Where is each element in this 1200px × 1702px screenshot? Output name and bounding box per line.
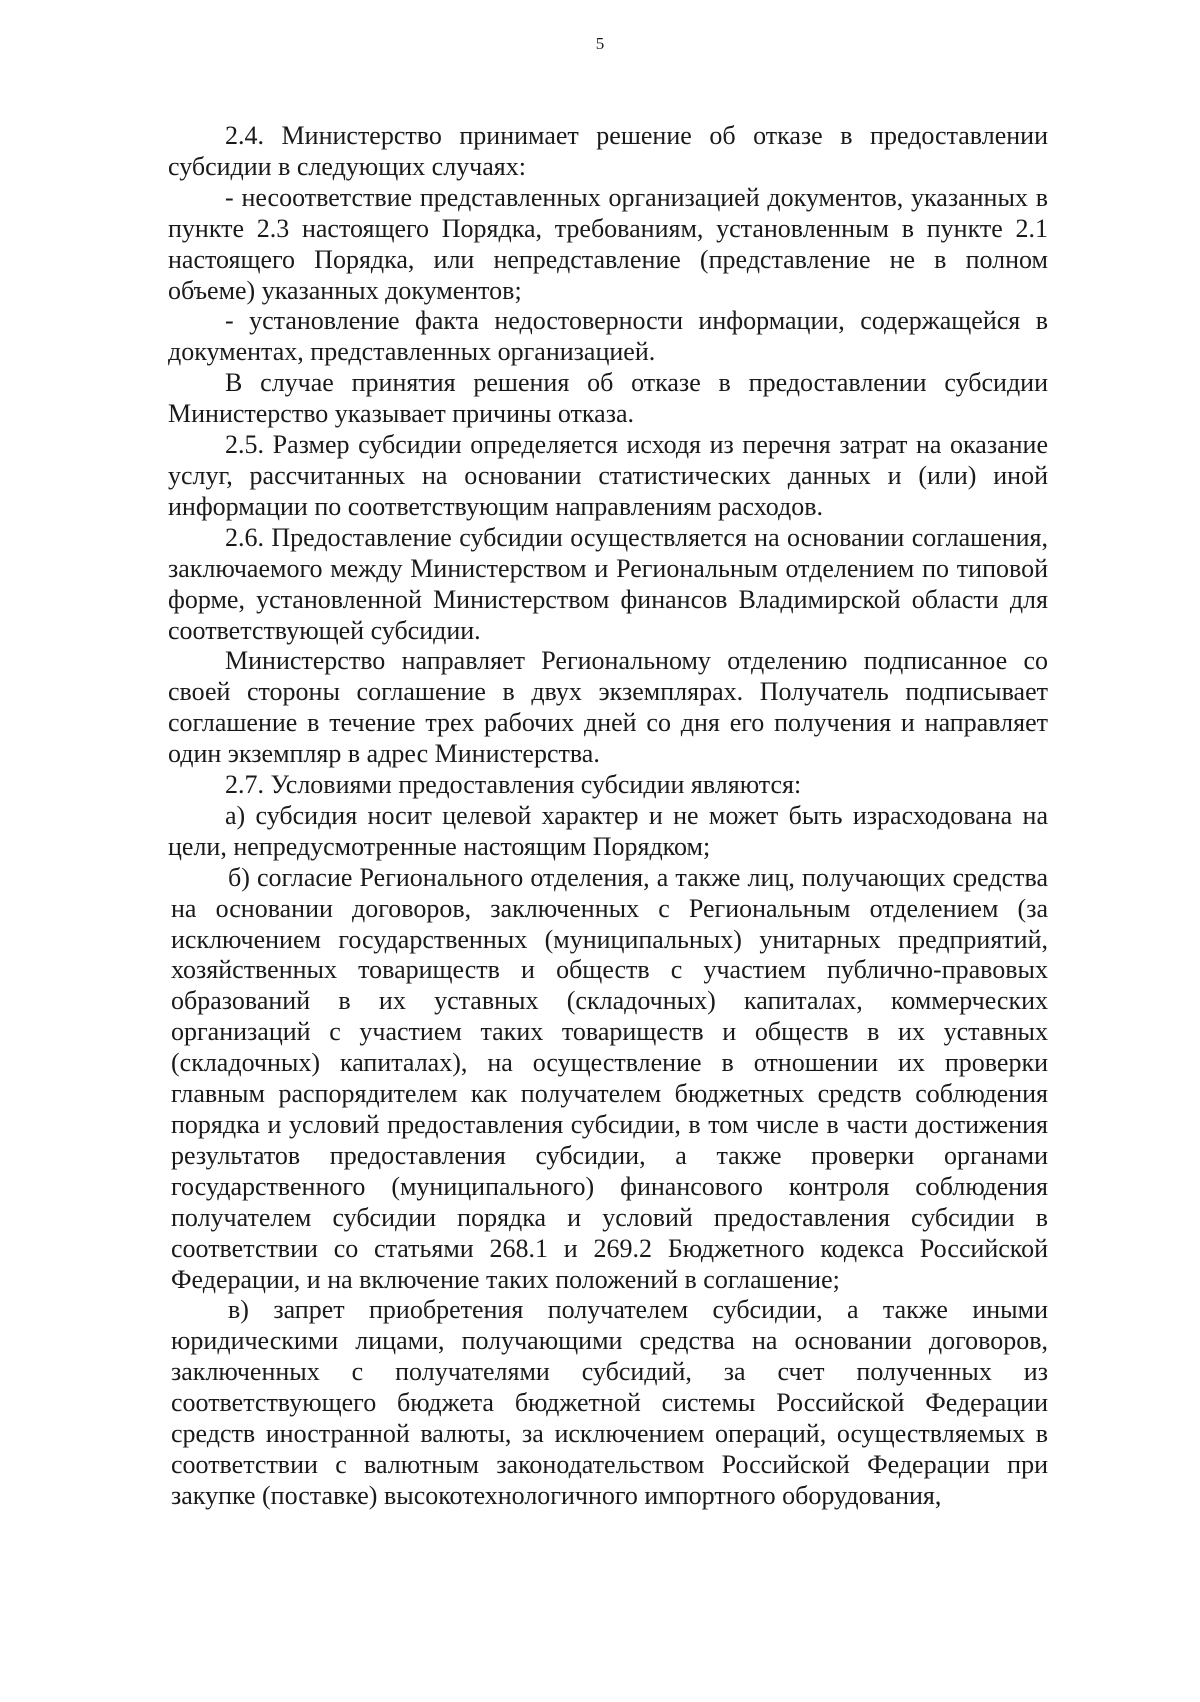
paragraph-nonconformity: - несоответствие представленных организацией документов, указанных в пункте 2.3 настоящего Порядка, требованиям, установленным в пункте 2.1 настоящего Порядка, или непредставление (представление не в полном объеме) указанных документов; bbox=[168, 182, 1048, 305]
paragraph-2-6: 2.6. Предоставление субсидии осуществляется на основании соглашения, заключаемого между Министерством и Региональным отделением по типовой форме, установленной Министерством финансов Владимирской области для соответствующей субсидии. bbox=[168, 522, 1048, 645]
paragraph-item-a: а) субсидия носит целевой характер и не может быть израсходована на цели, непредусмотренные настоящим Порядком; bbox=[168, 800, 1048, 861]
paragraph-2-7: 2.7. Условиями предоставления субсидии являются: bbox=[225, 770, 802, 800]
paragraph-2-5: 2.5. Размер субсидии определяется исходя из перечня затрат на оказание услуг, рассчитанных на основании статистических данных и (или) иной информации по соответствующим направлениям расходов. bbox=[168, 430, 1048, 521]
paragraph-refusal-reasons: В случае принятия решения об отказе в предоставлении субсидии Министерство указывает причины отказа. bbox=[168, 368, 1048, 429]
paragraph-2-4: 2.4. Министерство принимает решение об отказе в предоставлении субсидии в следующих случаях: bbox=[168, 121, 1048, 181]
paragraph-agreement-copies: Министерство направляет Региональному отделению подписанное со своей стороны соглашение в двух экземплярах. Получатель подписывает соглашение в течение трех рабочих дней со дня его получения и направляет один экземпляр в адрес Министерства. bbox=[168, 646, 1048, 769]
paragraph-item-b: б) согласие Регионального отделения, а также лиц, получающих средства на основании договоров, заключенных с Региональным отделением (за исключением государственных (муниципальных) унитарных предприятий, хозяйственных товариществ и обществ с участием публично-правовых образований в их уставных (складочных) капиталах, коммерческих организаций с участием таких товариществ и обществ в их уставных (складочных) капиталах), на осуществление в отношении их проверки главным распорядителем как получателем бюджетных средств соблюдения порядка и условий предоставления субсидии, в том числе в части достижения результатов предоставления субсидии, а также проверки органами государственного (муниципального) финансового контроля соблюдения получателем субсидии порядка и условий предоставления субсидии в соответствии со статьями 268.1 и 269.2 Бюджетного кодекса Российской Федерации, и на включение таких положений в соглашение; bbox=[171, 862, 1048, 1294]
page-number: 5 bbox=[595, 34, 605, 53]
document-body bbox=[168, 121, 1048, 1512]
paragraph-false-information: - установление факта недостоверности информации, содержащейся в документах, представленных организацией. bbox=[168, 306, 1048, 367]
paragraph-item-v: в) запрет приобретения получателем субсидии, а также иными юридическими лицами, получающими средства на основании договоров, заключенных с получателями субсидий, за счет полученных из соответствующего бюджета бюджетной системы Российской Федерации средств иностранной валюты, за исключением операций, осуществляемых в соответствии с валютным законодательством Российской Федерации при закупке (поставке) высокотехнологичного импортного оборудования, bbox=[171, 1295, 1048, 1510]
